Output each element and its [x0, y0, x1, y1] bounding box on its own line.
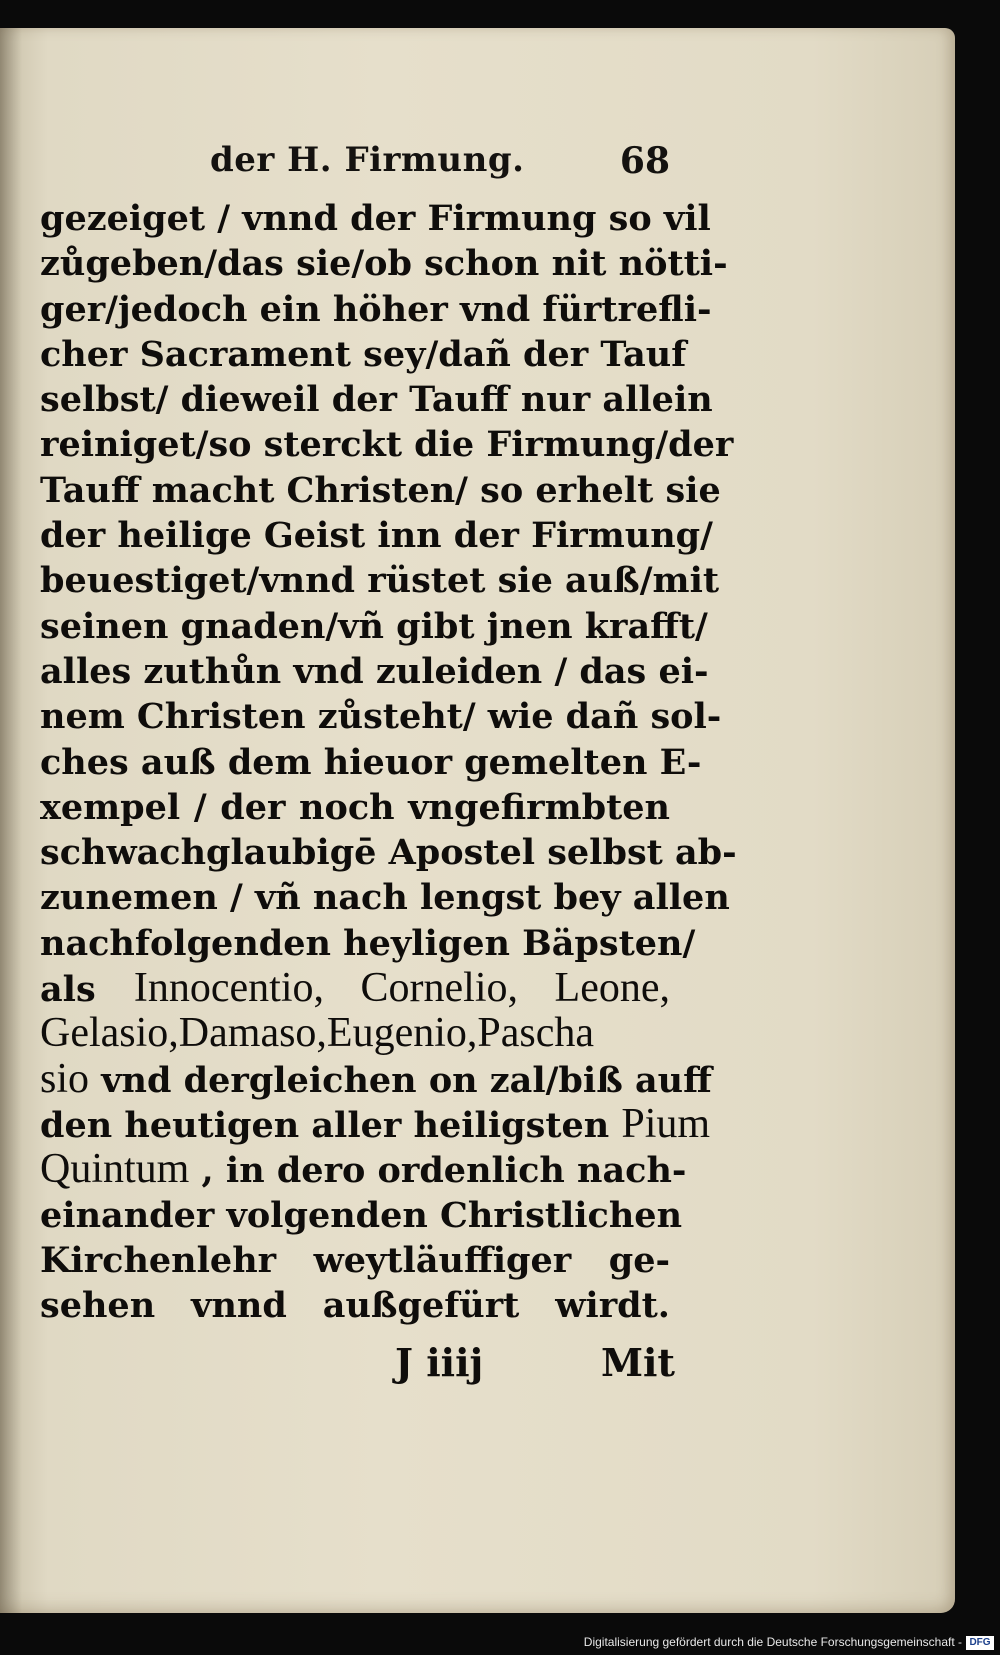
scan-footer — [0, 1625, 1000, 1655]
text-line: nachfolgenden heyligen Bäpsten/ — [40, 922, 696, 964]
fraktur-segment: als — [40, 969, 134, 1011]
text-line: einander volgenden Christlichen — [40, 1194, 683, 1236]
roman-segment: Pium — [621, 1100, 711, 1147]
text-line: zunemen / vñ nach lengst bey allen — [40, 877, 730, 919]
text-line: Gelasio,Damaso,Eugenio,Pascha — [40, 1010, 595, 1057]
funding-credit: Digitalisierung gefördert durch die Deutsche Forschungsgemeinschaft - — [583, 1635, 962, 1649]
text-line — [40, 1100, 711, 1147]
roman-segment: sio — [40, 1055, 90, 1102]
catchword: Mit — [600, 1340, 675, 1385]
text-line: ger/jedoch ein höher vnd fürtrefli- — [40, 288, 712, 330]
text-line: reiniget/so sterckt die Firmung/der — [40, 424, 734, 466]
text-line: beuestiget/vnnd rüstet sie auß/mit — [40, 560, 720, 602]
page-number: 68 — [619, 140, 670, 182]
fraktur-segment: , in dero ordenlich nach- — [189, 1150, 687, 1192]
text-line — [40, 1146, 687, 1193]
running-title: der H. Firmung. — [210, 140, 525, 180]
signature-mark: J iiij — [395, 1340, 484, 1385]
text-line — [40, 966, 670, 1011]
book-page — [0, 28, 955, 1613]
text-line: der heilige Geist inn der Firmung/ — [40, 515, 713, 557]
text-line: Tauff macht Christen/ so erhelt sie — [40, 469, 721, 511]
text-line — [40, 1055, 712, 1102]
text-line: alles zuthůn vnd zuleiden / das ei- — [40, 650, 709, 692]
text-line: Kirchenlehr weytläuffiger ge- — [40, 1239, 670, 1281]
text-line: zůgeben/das sie/ob schon nit nötti- — [40, 243, 728, 285]
roman-segment: Quintum — [40, 1146, 190, 1193]
roman-segment: Innocentio, Cornelio, Leone, — [133, 965, 670, 1012]
text-line: schwachglaubigē Apostel selbst ab- — [40, 832, 737, 874]
body-text — [40, 196, 737, 1328]
text-line: ches auß dem hieuor gemelten E- — [40, 741, 702, 783]
text-line: cher Sacrament sey/dañ der Tauf — [40, 333, 687, 375]
text-line: gezeiget / vnnd der Firmung so vil — [40, 198, 711, 239]
text-line: xempel / der noch vngefirmbten — [40, 786, 670, 828]
fraktur-segment: vnd dergleichen on zal/biß auff — [89, 1059, 712, 1101]
fraktur-segment: den heutigen aller heiligsten — [40, 1104, 622, 1146]
text-line: nem Christen zůsteht/ wie dañ sol- — [40, 696, 722, 738]
dfg-logo: DFG — [966, 1636, 994, 1650]
text-line: sehen vnnd außgefürt wirdt. — [40, 1285, 670, 1327]
text-line: seinen gnaden/vñ gibt jnen krafft/ — [40, 605, 708, 647]
page-header — [210, 140, 670, 190]
catchword-line — [395, 1340, 675, 1392]
text-line: selbst/ dieweil der Tauff nur allein — [40, 379, 713, 421]
